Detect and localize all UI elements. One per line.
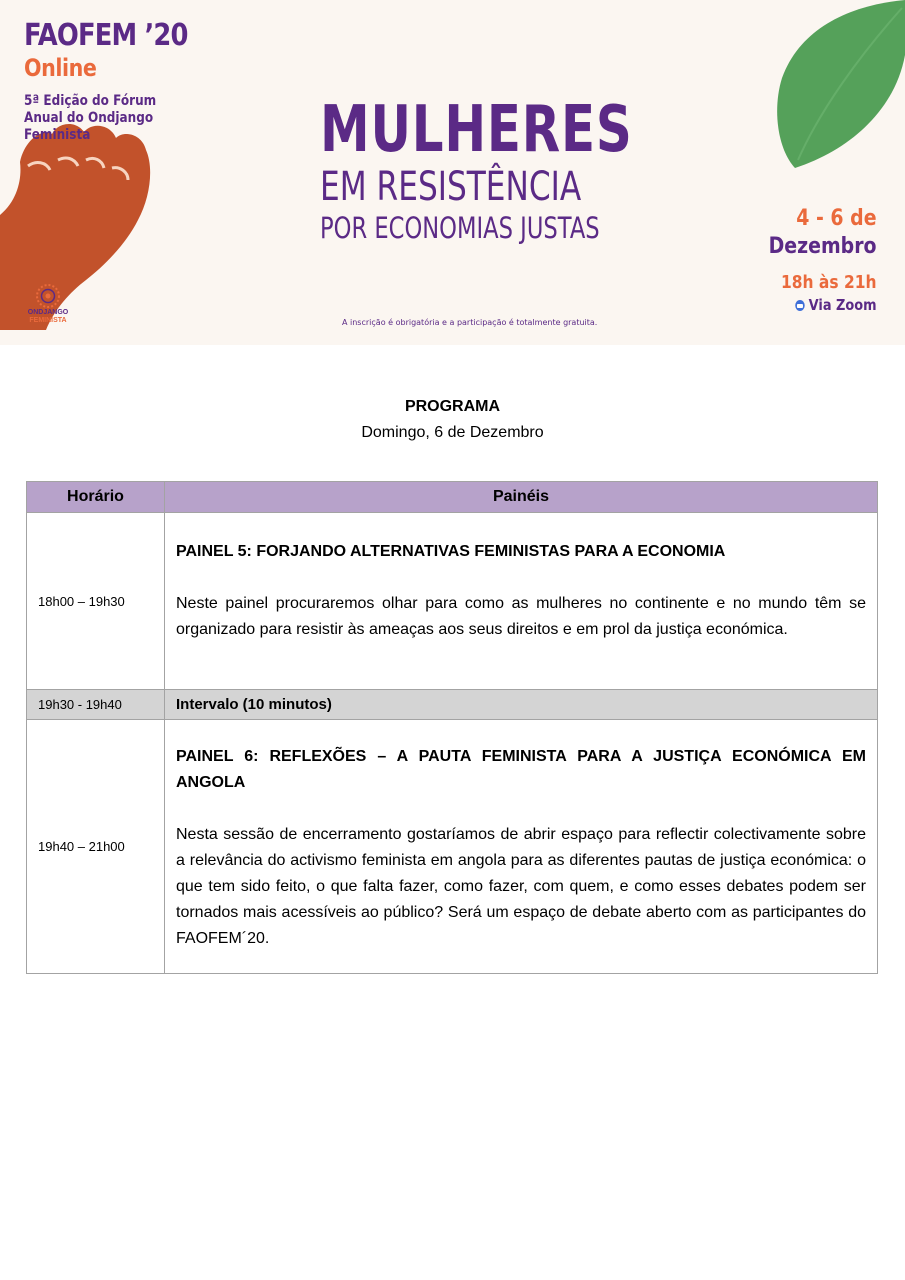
program-heading [0, 397, 905, 443]
panel-description: Neste painel procuraremos olhar para como as mulheres no continente e no mundo têm se organizado para resistir às ameaças aos seus direitos e em prol da justiça económica. [176, 595, 866, 638]
ondjango-feminista-logo [24, 283, 72, 325]
date-range: 4 - 6 de [796, 206, 877, 231]
table-row [27, 720, 878, 974]
schedule-table [26, 481, 878, 974]
row-panel [165, 720, 878, 974]
panel-description: Nesta sessão de encerramento gostaríamos de abrir espaço para reflectir colectivamente sobre a relevância do activismo feminista em angola para as diferentes pautas de justiça económica: o que tem sido feito, o que falta fazer, como fazer, com quem, e como esses debates podem ser tornados mais acessíveis ao público? Será um espaço de debate aberto com as participantes do FAOFEM´20. [176, 826, 866, 947]
panel-title: PAINEL 5: FORJANDO ALTERNATIVAS FEMINISTAS PARA A ECONOMIA [176, 543, 726, 560]
headline-line-3: POR ECONOMIAS JUSTAS [320, 211, 600, 245]
table-header-row [27, 482, 878, 513]
zoom-icon [795, 300, 804, 311]
brand-title: FAOFEM ’20 [24, 18, 188, 53]
org-logo-mark [35, 283, 61, 309]
brand-subtitle: 5ª Edição do Fórum Anual do Ondjango Feminista [24, 93, 157, 143]
registration-notice: A inscrição é obrigatória e a participação é totalmente gratuita. [342, 318, 598, 327]
header-time: Horário [27, 482, 165, 513]
headline-line-2: EM RESISTÊNCIA [320, 164, 582, 210]
row-panel [165, 513, 878, 690]
table-row [27, 513, 878, 690]
header-panels: Painéis [165, 482, 878, 513]
event-platform [769, 295, 877, 315]
program-title: PROGRAMA [404, 398, 501, 415]
platform-label: Via Zoom [809, 296, 877, 314]
row-time: 19h40 – 21h00 [27, 720, 165, 974]
event-dates [769, 205, 877, 315]
headline-line-1: MULHERES [320, 93, 633, 167]
program-date: Domingo, 6 de Dezembro [361, 424, 544, 441]
event-headline [320, 93, 633, 246]
brand-online-label: Online [24, 54, 97, 82]
event-time: 18h às 21h [781, 272, 877, 293]
panel-title: PAINEL 6: REFLEXÕES – A PAUTA FEMINISTA PARA A JUSTIÇA ECONÓMICA EM ANGOLA [176, 748, 866, 791]
org-logo-line-1: ONDJANGO [27, 309, 69, 316]
leaf-illustration [770, 0, 905, 170]
event-banner [0, 0, 905, 345]
row-time: 18h00 – 19h30 [27, 513, 165, 690]
org-logo-line-2: FEMINISTA [29, 317, 67, 324]
row-time: 19h30 - 19h40 [27, 690, 165, 720]
break-label: Intervalo (10 minutos) [165, 690, 878, 720]
date-month: Dezembro [769, 234, 877, 259]
table-row-break [27, 690, 878, 720]
